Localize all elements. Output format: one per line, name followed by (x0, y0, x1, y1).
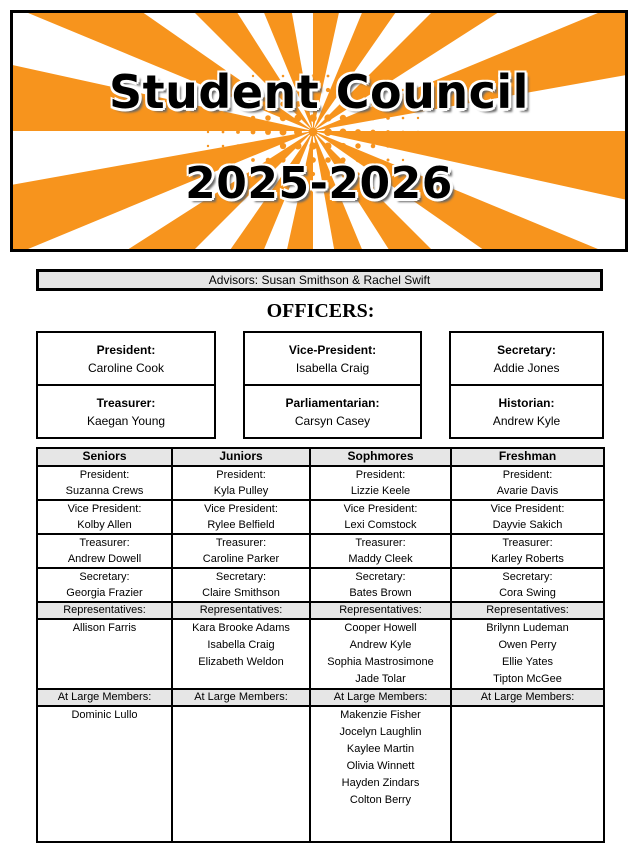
position-label: Vice President: (204, 503, 278, 515)
member-name: Elizabeth Weldon (198, 656, 284, 668)
position-name: Suzanna Crews (65, 485, 144, 497)
member-name: Ellie Yates (502, 656, 553, 668)
halftone-dot (355, 143, 360, 148)
at-large-label-row (37, 689, 604, 706)
position-label: Secretary: (79, 571, 130, 583)
member-name: Dominic Lullo (71, 709, 138, 721)
representatives-label: Representatives: (310, 602, 451, 619)
representatives-cell (310, 619, 451, 689)
advisors-bar: Advisors: Susan Smithson & Rachel Swift (36, 269, 603, 291)
position-name: Kyla Pulley (213, 485, 269, 497)
position-label: President: (216, 469, 266, 481)
officer-cell-parliamentarian (245, 386, 420, 438)
officer-name: Kaegan Young (86, 414, 166, 428)
position-name: Lizzie Keele (350, 485, 411, 497)
member-name: Kaylee Martin (346, 743, 415, 755)
position-cell (37, 500, 172, 534)
position-cell (172, 534, 310, 568)
member-name: Owen Perry (498, 639, 557, 651)
officer-cell-treasurer (38, 386, 214, 438)
member-name: Colton Berry (349, 794, 412, 806)
member-name: Kara Brooke Adams (192, 622, 290, 634)
member-name: Tipton McGee (493, 673, 562, 685)
halftone-dot (265, 129, 271, 135)
member-name: Jocelyn Laughlin (339, 726, 422, 738)
halftone-dot (294, 128, 302, 136)
column-header-sophmores: Sophmores (310, 448, 451, 466)
officer-name: Addie Jones (493, 361, 560, 375)
member-name: Sophia Mastrosimone (327, 656, 434, 668)
halftone-dot (265, 143, 270, 148)
officer-name: Isabella Craig (295, 361, 370, 375)
member-name: Isabella Craig (207, 639, 275, 651)
at-large-cell (310, 706, 451, 842)
table-body (37, 466, 604, 842)
halftone-dot (222, 145, 225, 148)
halftone-dot (340, 143, 346, 149)
member-name: Allison Farris (72, 622, 137, 634)
halftone-dot (417, 145, 419, 147)
position-name: Claire Smithson (202, 587, 280, 599)
at-large-label: At Large Members: (451, 689, 604, 706)
officer-box-3 (449, 331, 604, 439)
position-cell (37, 568, 172, 602)
representatives-label: Representatives: (37, 602, 172, 619)
at-large-cell (451, 706, 604, 842)
halftone-dot (402, 131, 405, 134)
table-row (37, 466, 604, 500)
position-label: Secretary: (215, 571, 267, 583)
halftone-dot (280, 143, 286, 149)
column-header-seniors: Seniors (37, 448, 172, 466)
position-name: Karley Roberts (491, 553, 564, 565)
position-cell (451, 466, 604, 500)
halftone-dot (355, 129, 361, 135)
position-label: Treasurer: (355, 537, 406, 549)
halftone-dot (207, 131, 209, 133)
position-name: Dayvie Sakich (492, 519, 563, 531)
member-name: Andrew Kyle (349, 639, 412, 651)
position-cell (172, 466, 310, 500)
halftone-dot (222, 131, 225, 134)
halftone-dot (309, 128, 318, 137)
table-header-row (37, 448, 604, 466)
officer-role: Parliamentarian: (285, 396, 380, 410)
position-label: President: (355, 469, 406, 481)
position-cell (172, 500, 310, 534)
at-large-cell (172, 706, 310, 842)
position-label: Secretary: (355, 571, 406, 583)
officer-cell-historian (451, 386, 602, 438)
halftone-dot (251, 144, 256, 149)
member-name: Cooper Howell (344, 622, 417, 634)
halftone-dot (386, 144, 390, 148)
at-large-row (37, 706, 604, 842)
position-name: Kolby Allen (77, 519, 132, 531)
representatives-cell (37, 619, 172, 689)
halftone-dot (371, 144, 376, 149)
position-cell (310, 568, 451, 602)
position-cell (172, 568, 310, 602)
halftone-dot (236, 144, 240, 148)
position-cell (310, 500, 451, 534)
position-label: Vice President: (67, 503, 142, 515)
position-label: Treasurer: (79, 537, 130, 549)
officer-cell-vice-president (245, 333, 420, 385)
position-cell (310, 534, 451, 568)
banner (10, 10, 628, 252)
halftone-dot (236, 130, 240, 134)
member-name: Makenzie Fisher (340, 709, 421, 721)
table-row (37, 534, 604, 568)
officer-role: Historian: (498, 396, 555, 410)
member-name: Jade Tolar (355, 673, 406, 685)
column-header-freshman: Freshman (451, 448, 604, 466)
position-label: Vice President: (490, 503, 565, 515)
representatives-cell (451, 619, 604, 689)
position-cell (37, 534, 172, 568)
halftone-dot (402, 145, 405, 148)
halftone-dot (386, 130, 390, 134)
position-name: Avarie Davis (496, 485, 559, 497)
officer-role: President: (96, 343, 156, 357)
position-cell (37, 466, 172, 500)
position-name: Lexi Comstock (344, 519, 417, 531)
position-label: Treasurer: (215, 537, 267, 549)
officer-role: Treasurer: (96, 396, 156, 410)
officer-name: Carsyn Casey (294, 414, 371, 428)
position-name: Bates Brown (349, 587, 412, 599)
position-label: President: (502, 469, 553, 481)
at-large-label: At Large Members: (310, 689, 451, 706)
halftone-dot (340, 129, 347, 136)
table-row (37, 500, 604, 534)
member-name: Brilynn Ludeman (486, 622, 569, 634)
representatives-cell (172, 619, 310, 689)
halftone-dot (309, 142, 316, 149)
halftone-dot (251, 130, 256, 135)
position-name: Cora Swing (499, 587, 556, 599)
banner-title: Student Council (109, 65, 529, 119)
position-cell (310, 466, 451, 500)
halftone-dot (371, 130, 376, 135)
representatives-label-row (37, 602, 604, 619)
at-large-label: At Large Members: (172, 689, 310, 706)
halftone-dot (324, 142, 331, 149)
member-name: Olivia Winnett (346, 760, 415, 772)
officer-role: Vice-President: (288, 343, 377, 357)
at-large-cell (37, 706, 172, 842)
officer-box-1 (36, 331, 216, 439)
halftone-dot (417, 131, 419, 133)
officer-name: Caroline Cook (87, 361, 165, 375)
representatives-label: Representatives: (451, 602, 604, 619)
officer-name: Andrew Kyle (492, 414, 561, 428)
halftone-dot (324, 128, 332, 136)
position-name: Maddy Cleek (348, 553, 413, 565)
position-name: Georgia Frazier (66, 587, 143, 599)
halftone-dot (207, 145, 209, 147)
position-name: Caroline Parker (202, 553, 280, 565)
sunburst-graphic (13, 13, 625, 249)
halftone-dot (294, 142, 301, 149)
officer-role: Secretary: (497, 343, 556, 357)
table-row (37, 568, 604, 602)
representatives-row (37, 619, 604, 689)
halftone-dot (280, 129, 287, 136)
position-cell (451, 500, 604, 534)
position-label: President: (79, 469, 130, 481)
member-name: Hayden Zindars (341, 777, 420, 789)
officers-heading: OFFICERS: (266, 300, 375, 322)
position-label: Secretary: (502, 571, 553, 583)
officer-cell-president (38, 333, 214, 385)
position-label: Treasurer: (502, 537, 553, 549)
position-label: Vice President: (343, 503, 418, 515)
column-header-juniors: Juniors (172, 448, 310, 466)
class-officers-table (36, 447, 605, 843)
at-large-label: At Large Members: (37, 689, 172, 706)
position-name: Rylee Belfield (207, 519, 275, 531)
position-cell (451, 534, 604, 568)
officer-cell-secretary (451, 333, 602, 385)
representatives-label: Representatives: (172, 602, 310, 619)
position-cell (451, 568, 604, 602)
officer-box-2 (243, 331, 422, 439)
banner-year: 2025-2026 (185, 158, 453, 209)
position-name: Andrew Dowell (67, 553, 142, 565)
